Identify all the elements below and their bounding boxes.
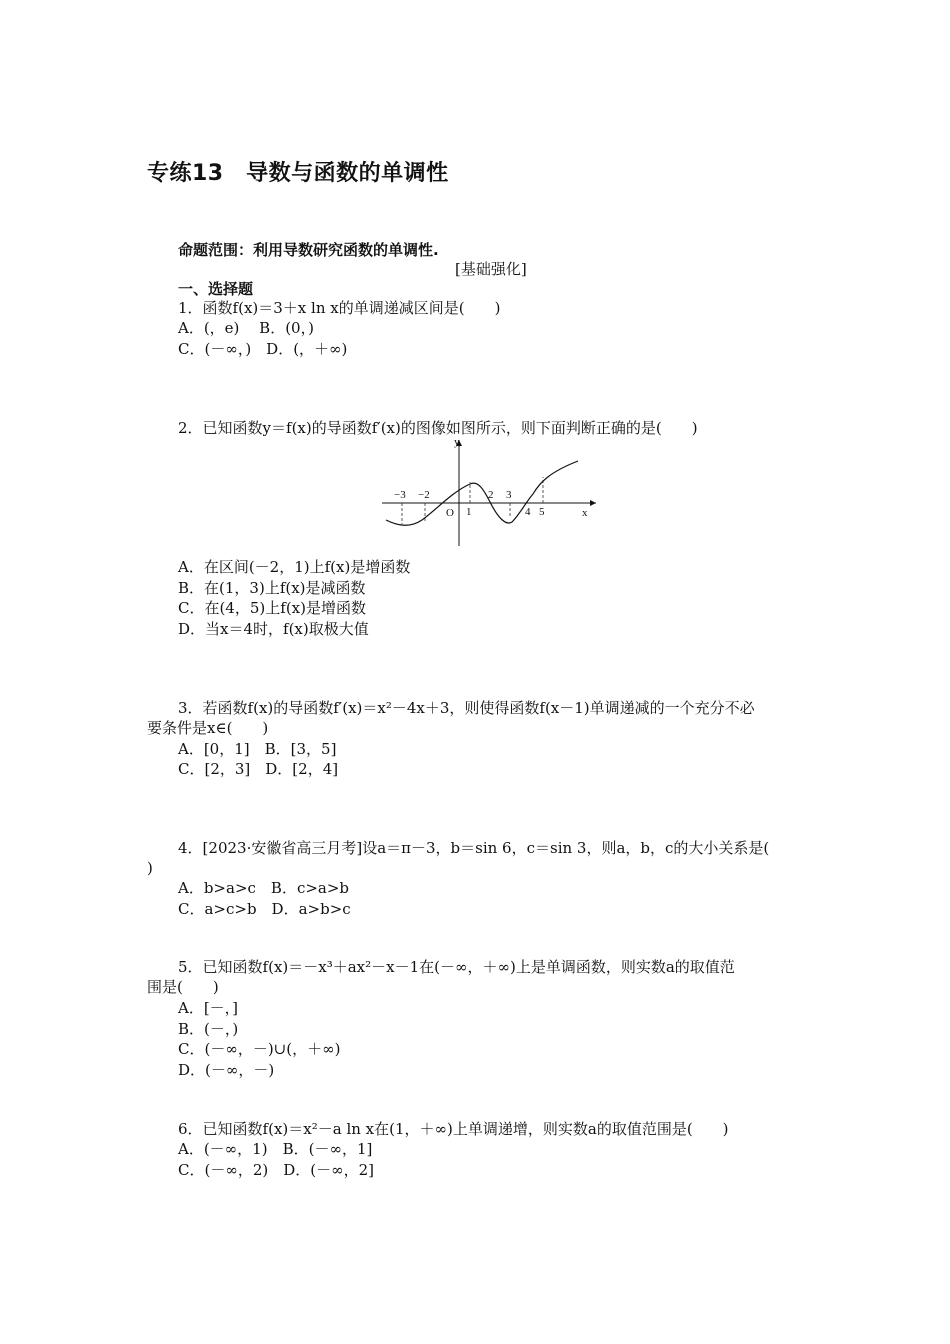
q1-stem: 1．函数f(x)＝3＋x ln x的单调递减区间是( ): [178, 299, 501, 317]
q1-options-cd: C．(－∞，) D．(，＋∞): [178, 340, 348, 358]
q5-stem-line1: 5．已知函数f(x)＝－x³＋ax²－x－1在(－∞，＋∞)上是单调函数，则实数a的取值范: [178, 958, 735, 976]
q3-options-cd: C．[2，3] D．[2，4]: [178, 760, 339, 778]
q4-stem-line1: 4．[2023·安徽省高三月考]设a＝π－3，b＝sin 6，c＝sin 3，则a，b，c的大小关系是(: [178, 839, 770, 857]
q5-option-c: C．(－∞，－)∪(，＋∞): [178, 1040, 341, 1058]
tick-label: −2: [418, 489, 430, 501]
origin-label: O: [446, 507, 454, 519]
q4-stem-line2: ): [147, 859, 153, 877]
page-title: 专练13 导数与函数的单调性: [147, 161, 449, 186]
q4-options-cd: C．a>c>b D．a>b>c: [178, 900, 351, 918]
scope-line: 命题范围：利用导数研究函数的单调性.: [178, 241, 439, 259]
q5-option-a: A．[－，]: [178, 999, 239, 1017]
tick-label: 1: [466, 506, 472, 518]
q1-options-ab: A．(，e) B．(0，): [178, 319, 314, 337]
q3-stem-line2: 要条件是x∈( ): [147, 719, 269, 737]
q2-option-d: D．当x＝4时，f(x)取极大值: [178, 620, 369, 638]
tick-label: 4: [525, 506, 531, 518]
derivative-curve: [386, 461, 578, 525]
tick-label: 5: [539, 506, 545, 518]
q2-option-a: A．在区间(－2，1)上f(x)是增函数: [178, 558, 411, 576]
tick-label: 2: [488, 489, 494, 501]
x-axis-label: x: [582, 507, 588, 519]
section-heading: 一、选择题: [178, 280, 254, 298]
y-axis-label: y: [454, 436, 460, 448]
tick-label: 3: [506, 489, 512, 501]
q5-option-b: B．(－，): [178, 1020, 239, 1038]
q3-stem-line1: 3．若函数f(x)的导函数f′(x)＝x²－4x＋3，则使得函数f(x－1)单调递减的一个充分不必: [178, 699, 755, 717]
derivative-graph: [378, 436, 600, 548]
q3-options-ab: A．[0，1] B．[3，5]: [178, 740, 337, 758]
tick-label: −3: [394, 489, 406, 501]
q2-option-c: C．在(4，5)上f(x)是增函数: [178, 599, 366, 617]
q2-option-b: B．在(1，3)上f(x)是减函数: [178, 579, 366, 597]
q4-options-ab: A．b>a>c B．c>a>b: [178, 879, 350, 897]
q2-stem: 2．已知函数y＝f(x)的导函数f′(x)的图像如图所示，则下面判断正确的是( ): [178, 419, 698, 437]
q6-options-cd: C．(－∞，2) D．(－∞，2]: [178, 1161, 374, 1179]
q6-stem: 6．已知函数f(x)＝x²－a ln x在(1，＋∞)上单调递增，则实数a的取值范围是( ): [178, 1120, 729, 1138]
q6-options-ab: A．(－∞，1) B．(－∞，1]: [178, 1140, 373, 1158]
q5-option-d: D．(－∞，－): [178, 1061, 275, 1079]
q5-stem-line2: 围是( ): [147, 978, 219, 996]
level-tag: [基础强化]: [455, 260, 527, 278]
